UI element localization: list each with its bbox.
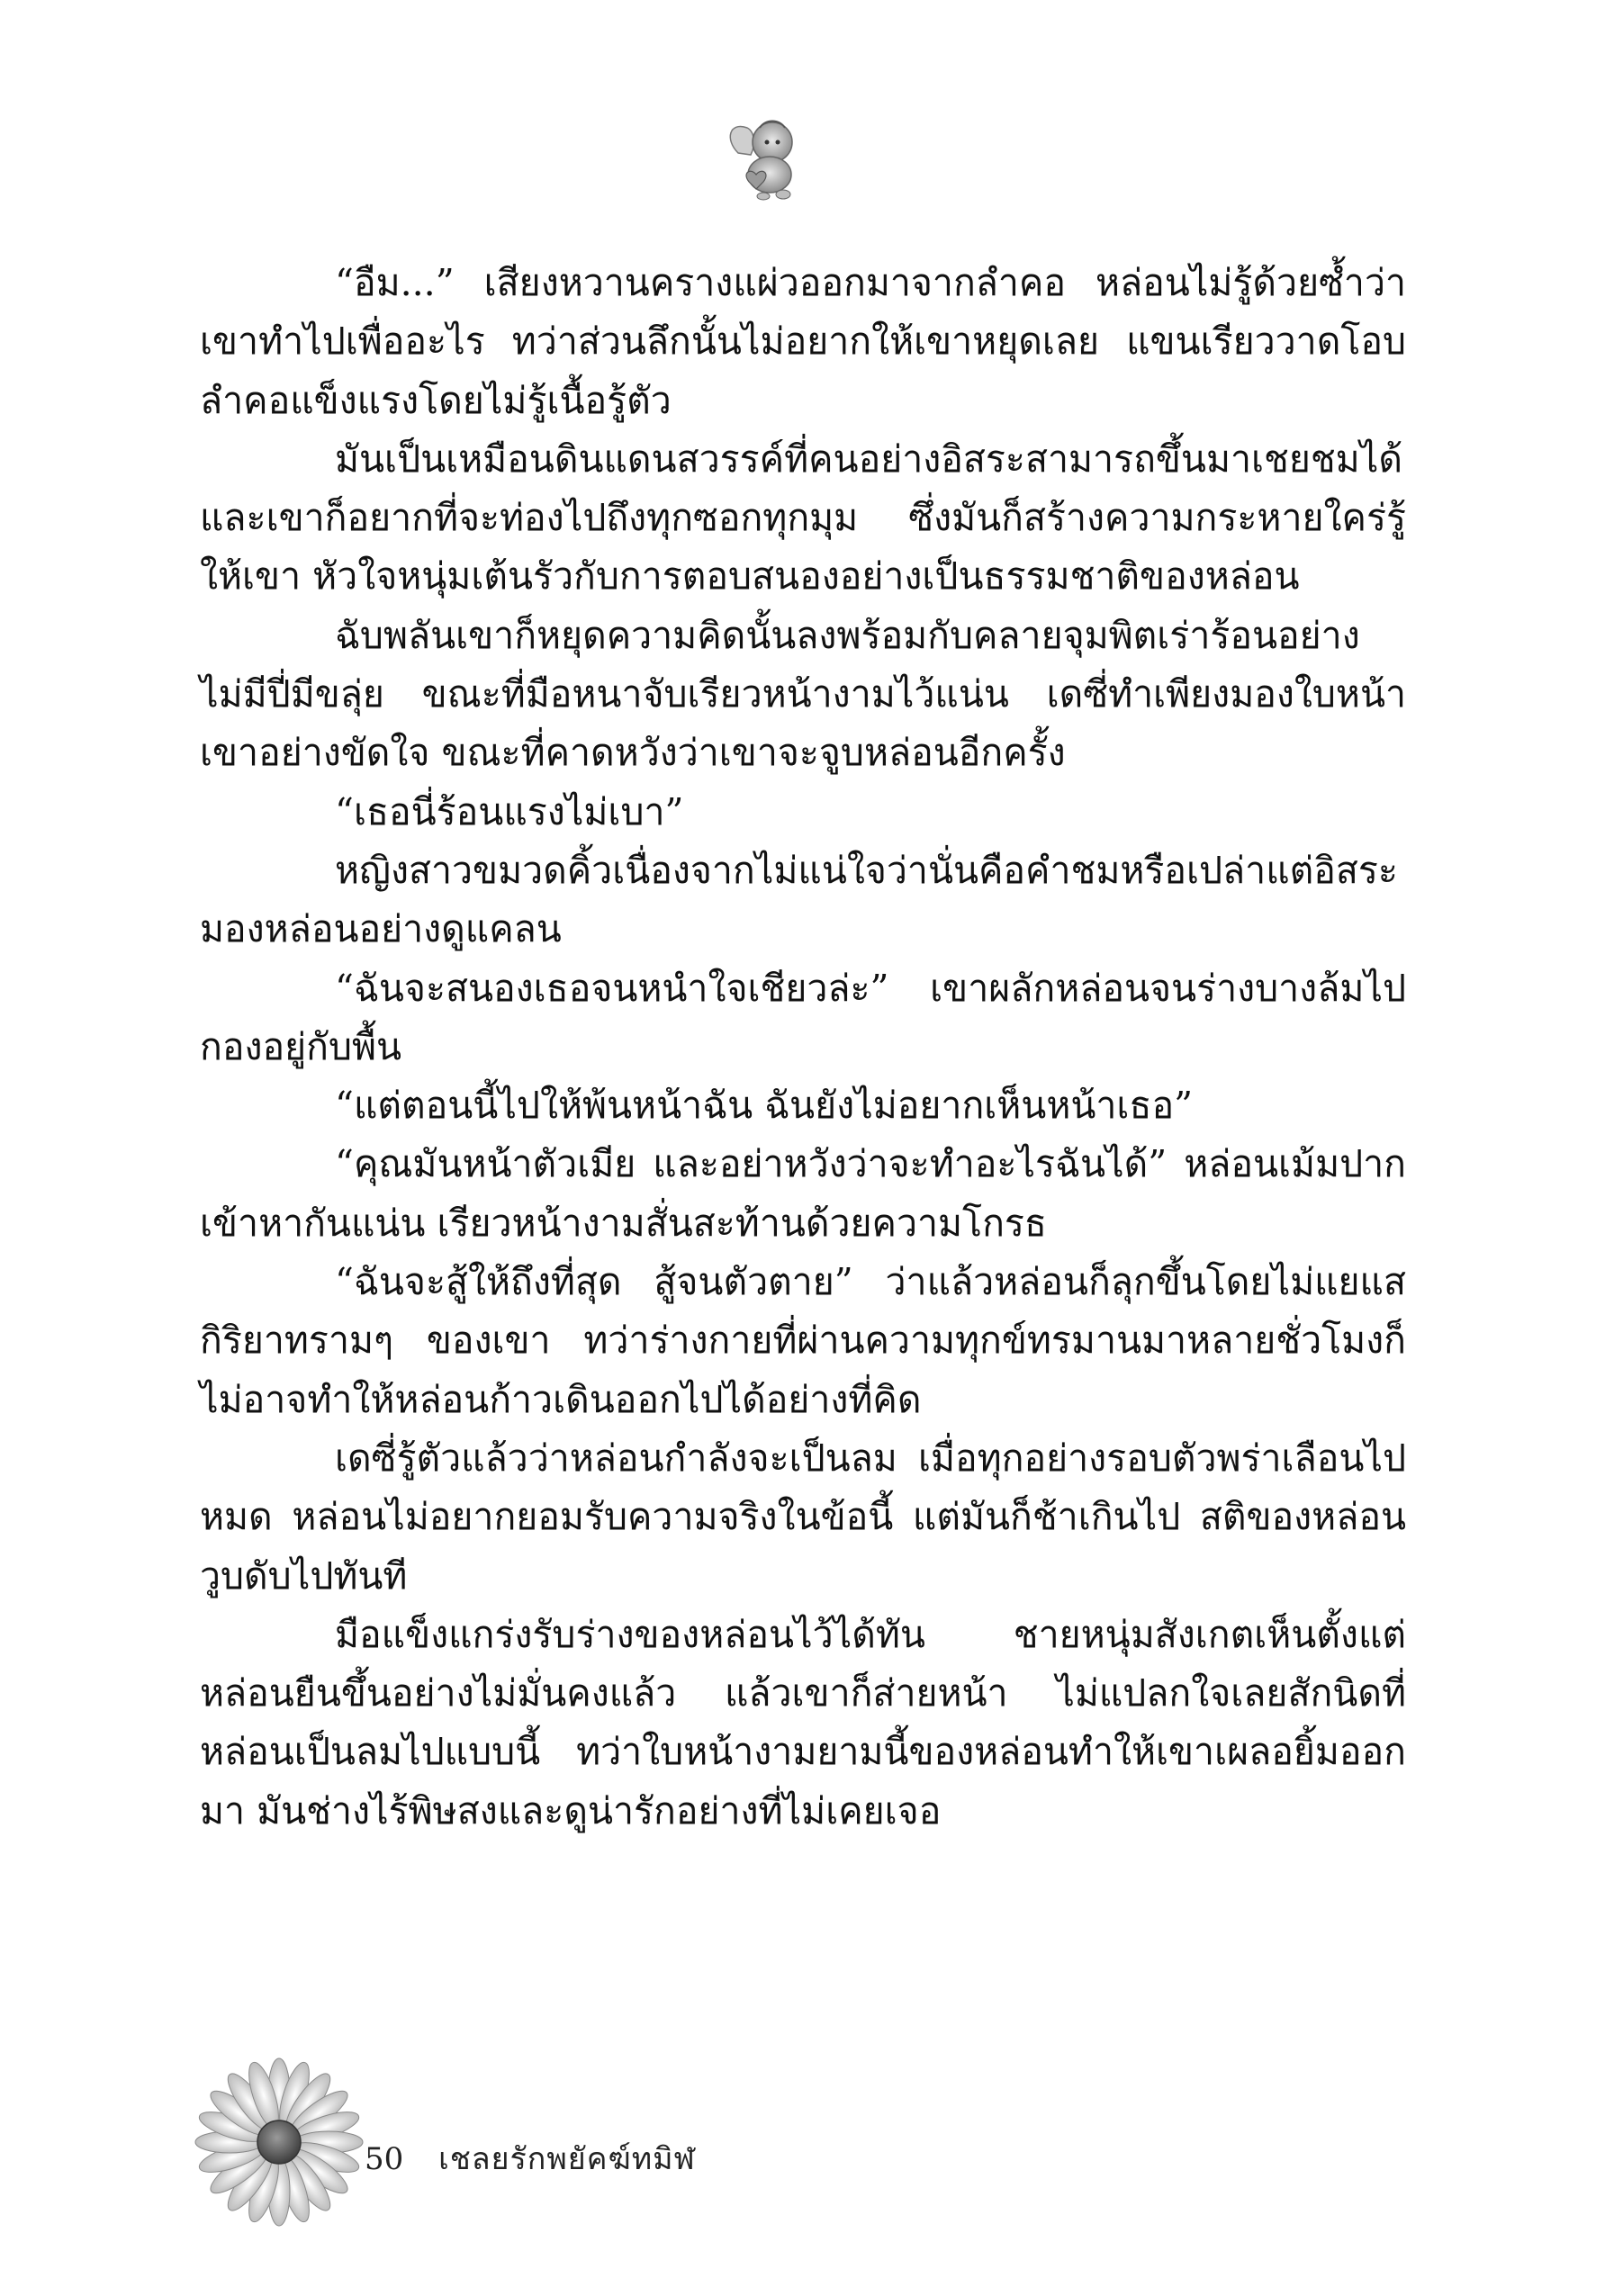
paragraph: เดซี่รู้ตัวแล้วว่าหล่อนกำลังจะเป็นลม เมื่อทุกอย่างรอบตัวพร่าเลือนไปหมด หล่อนไม่อยากยอมรับความจริงในข้อนี้ แต่มันก็ช้าเกินไป สติของหล่อนวูบดับไปทันที: [200, 1436, 1406, 1598]
page-number: 50: [365, 2141, 404, 2177]
page-footer: [194, 2057, 1004, 2228]
paragraph: มันเป็นเหมือนดินแดนสวรรค์ที่คนอย่างอิสระสามารถขึ้นมาเชยชมได้ และเขาก็อยากที่จะท่องไปถึงทุกซอกทุกมุม ซึ่งมันก็สร้างความกระหายใคร่รู้ให้เขา หัวใจหนุ่มเต้นรัวกับการตอบสนองอย่างเป็นธรรมชาติของหล่อน: [200, 437, 1406, 599]
paragraph: “เธอนี่ร้อนแรงไม่เบา”: [335, 789, 684, 833]
paragraph: มือแข็งแกร่งรับร่างของหล่อนไว้ได้ทัน ชายหนุ่มสังเกตเห็นตั้งแต่หล่อนยืนขึ้นอย่างไม่มั่นคงแล้ว แล้วเขาก็ส่ายหน้า ไม่แปลกใจเลยสักนิดที่หล่อนเป็นลมไปแบบนี้ ทว่าใบหน้างามยามนี้ของหล่อนทำให้เขาเผลอยิ้มออกมา มันช่างไร้พิษสงและดูน่ารักอย่างที่ไม่เคยเจอ: [200, 1612, 1406, 1832]
chapter-body-text: [200, 254, 1406, 1841]
paragraph: “แต่ตอนนี้ไปให้พ้นหน้าฉัน ฉันยังไม่อยากเห็นหน้าเธอ”: [335, 1084, 1194, 1128]
daisy-flower-icon: [194, 2057, 365, 2228]
paragraph: หญิงสาวขมวดคิ้วเนื่องจากไม่แน่ใจว่านั่นคือคำชมหรือเปล่าแต่อิสระมองหล่อนอย่างดูแคลน: [200, 848, 1398, 951]
paragraph: “คุณมันหน้าตัวเมีย และอย่าหวังว่าจะทำอะไรฉันได้” หล่อนเม้มปากเข้าหากันแน่น เรียวหน้างามสั่นสะท้านด้วยความโกรธ: [200, 1142, 1406, 1245]
paragraph: “อืม...” เสียงหวานครางแผ่วออกมาจากลำคอ หล่อนไม่รู้ด้วยซ้ำว่าเขาทำไปเพื่ออะไร ทว่าส่วนลึกนั้นไม่อยากให้เขาหยุดเลย แขนเรียววาดโอบลำคอแข็งแรงโดยไม่รู้เนื้อรู้ตัว: [200, 261, 1406, 422]
paragraph: “ฉันจะสนองเธอจนหนำใจเชียวล่ะ” เขาผลักหล่อนจนร่างบางล้มไปกองอยู่กับพื้น: [200, 966, 1406, 1068]
cherub-ornament-icon: [720, 108, 819, 207]
paragraph: ฉับพลันเขาก็หยุดความคิดนั้นลงพร้อมกับคลายจุมพิตเร่าร้อนอย่างไม่มีปี่มีขลุ่ย ขณะที่มือหนาจับเรียวหน้างามไว้แน่น เดซี่ทำเพียงมองใบหน้าเขาอย่างขัดใจ ขณะที่คาดหวังว่าเขาจะจูบหล่อนอีกครั้ง: [200, 613, 1406, 775]
paragraph: “ฉันจะสู้ให้ถึงที่สุด สู้จนตัวตาย” ว่าแล้วหล่อนก็ลุกขึ้นโดยไม่แยแสกิริยาทรามๆ ของเขา ทว่าร่างกายที่ผ่านความทุกข์ทรมานมาหลายชั่วโมงก็ไม่อาจทำให้หล่อนก้าวเดินออกไปได้อย่างที่คิด: [200, 1260, 1406, 1421]
footer-text: [365, 2134, 696, 2183]
book-title: เชลยรักพยัคฆ์ทมิฬ: [438, 2141, 696, 2177]
